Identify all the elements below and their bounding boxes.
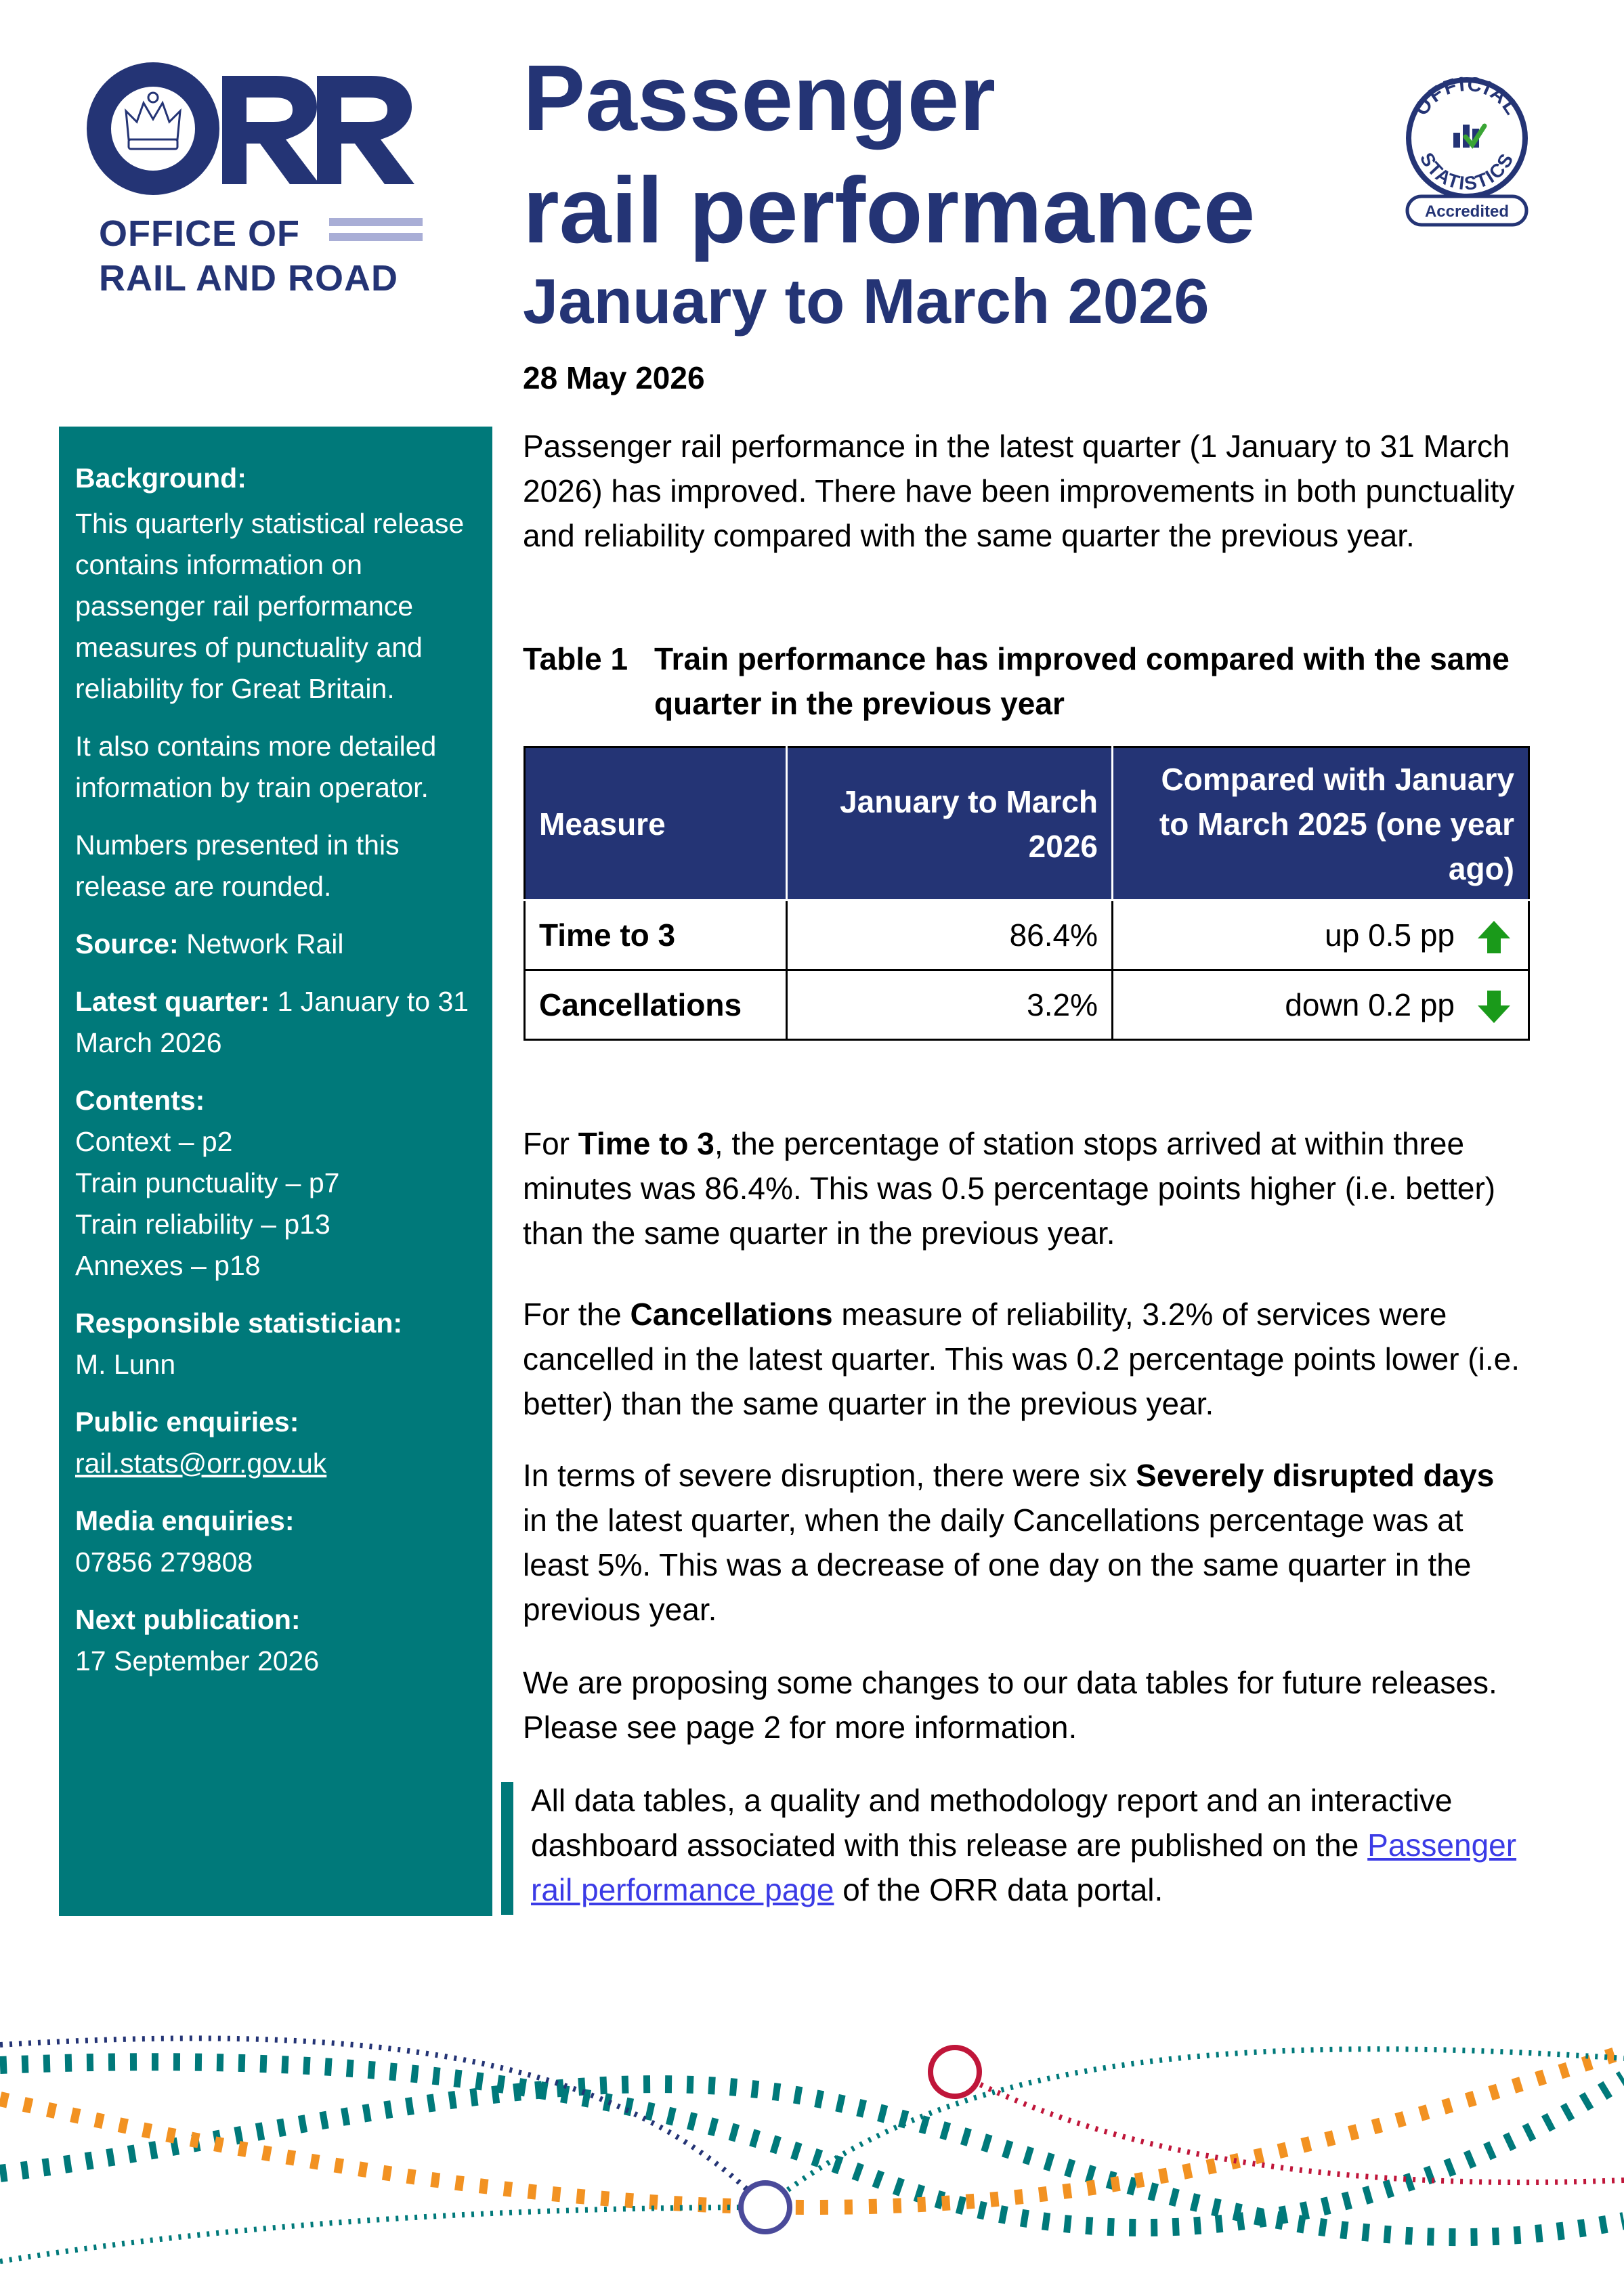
next-publication-date: 17 September 2026 xyxy=(75,1645,320,1676)
statistician-value: M. Lunn xyxy=(75,1349,176,1380)
public-enquiries-label: Public enquiries: xyxy=(75,1406,299,1437)
row-change: up 0.5 pp xyxy=(1325,917,1455,953)
detail-text: It also contains more detailed information by train operator. xyxy=(75,731,437,803)
callout-paragraph: All data tables, a quality and methodology report and an interactive dashboard associated with this release are published on the Passenger rail performance page of the ORR data portal. xyxy=(531,1783,1517,1907)
media-enquiries-label: Media enquiries: xyxy=(75,1505,295,1536)
table-caption-label: Table 1 xyxy=(523,641,628,676)
orr-logo-mark xyxy=(87,58,425,207)
table-caption-text: Train performance has improved compared with the same quarter in the previous year xyxy=(654,641,1510,721)
table-header-comparison: Compared with January to March 2025 (one year ago) xyxy=(1113,748,1529,901)
time-to-3-paragraph: For Time to 3, the percentage of station stops arrived at within three minutes was 86.4%. This was 0.5 percentage points higher (i.e. better) than the same quarter in the previous year. xyxy=(523,1126,1496,1251)
data-tables-paragraph: We are proposing some changes to our data tables for future releases. Please see page 2 for more information. xyxy=(523,1665,1497,1745)
cancellations-paragraph: For the Cancellations measure of reliability, 3.2% of services were cancelled in the latest quarter. This was 0.2 percentage points lower (i.e. better) than the same quarter in the previous year. xyxy=(523,1297,1520,1421)
source-label: Source: xyxy=(75,928,179,959)
badge-top-text: OFFICIAL xyxy=(1410,74,1524,120)
row-measure: Time to 3 xyxy=(525,901,787,970)
station-circle-purple xyxy=(741,2183,790,2232)
page-title-line-2: rail performance xyxy=(523,158,1256,263)
statistician-label: Responsible statistician: xyxy=(75,1307,403,1339)
latest-quarter-value: 1 January to 31 March 2026 xyxy=(75,986,469,1058)
contents-item-context[interactable]: Context – p2 xyxy=(75,1126,233,1157)
logo-line-1: OFFICE OF xyxy=(99,213,300,254)
page-subtitle: January to March 2026 xyxy=(523,265,1210,337)
severe-disruption-paragraph: In terms of severe disruption, there were six Severely disrupted days in the latest quarter, when the daily Cancellations percentage was at least 5%. This was a decrease of one day on the same quarter in the previous year. xyxy=(523,1458,1495,1627)
intro-paragraph: Passenger rail performance in the latest quarter (1 January to 31 March 2026) has improved. There have been improvements in both punctuality and reliability compared with the same quarter the previous year. xyxy=(523,429,1515,553)
arrow-down-icon xyxy=(1474,987,1514,1027)
badge-label: Accredited xyxy=(1424,202,1510,221)
performance-page-link[interactable]: Passenger rail performance page xyxy=(531,1827,1517,1907)
logo-stripe xyxy=(329,233,423,241)
contents-item-reliability[interactable]: Train reliability – p13 xyxy=(75,1209,330,1240)
background-label: Background: xyxy=(75,462,247,494)
logo-line-2: RAIL AND ROAD xyxy=(99,258,398,299)
background-text: This quarterly statistical release contains information on passenger rail performance measures of punctuality and reliability for Great Britain. xyxy=(75,508,465,704)
latest-quarter-label: Latest quarter: xyxy=(75,986,270,1017)
logo-stripe xyxy=(329,218,423,226)
public-enquiries-email-link[interactable]: rail.stats@orr.gov.uk xyxy=(75,1448,327,1479)
contents-item-punctuality[interactable]: Train punctuality – p7 xyxy=(75,1167,340,1198)
badge-bottom-text: STATISTICS xyxy=(1415,149,1518,194)
row-change: down 0.2 pp xyxy=(1285,987,1455,1022)
table-row xyxy=(525,901,1529,970)
callout-bar xyxy=(501,1782,513,1915)
table-header-latest: January to March 2026 xyxy=(787,748,1113,901)
table-row xyxy=(525,970,1529,1040)
row-value: 86.4% xyxy=(787,901,1113,970)
contents-label: Contents: xyxy=(75,1085,205,1116)
row-value: 3.2% xyxy=(787,970,1113,1040)
row-measure: Cancellations xyxy=(525,970,787,1040)
sidebar xyxy=(59,427,492,1916)
page-title-line-1: Passenger xyxy=(523,46,996,150)
contents-item-annexes[interactable]: Annexes – p18 xyxy=(75,1250,261,1281)
decorative-rail-lines xyxy=(0,2004,1624,2296)
next-publication-label: Next publication: xyxy=(75,1604,301,1635)
row-change-cell xyxy=(1113,970,1529,1040)
station-circle-red xyxy=(931,2048,979,2096)
performance-table xyxy=(523,746,1530,1041)
rounding-text: Numbers presented in this release are rounded. xyxy=(75,829,400,902)
row-change-cell xyxy=(1113,901,1529,970)
orr-logo xyxy=(87,58,425,302)
publication-date: 28 May 2026 xyxy=(523,360,705,395)
crown-icon xyxy=(126,93,180,149)
table-header-measure: Measure xyxy=(525,748,787,901)
source-value: Network Rail xyxy=(186,928,344,959)
official-statistics-badge xyxy=(1401,74,1533,230)
arrow-up-icon xyxy=(1474,917,1514,957)
media-enquiries-phone: 07856 279808 xyxy=(75,1546,253,1578)
